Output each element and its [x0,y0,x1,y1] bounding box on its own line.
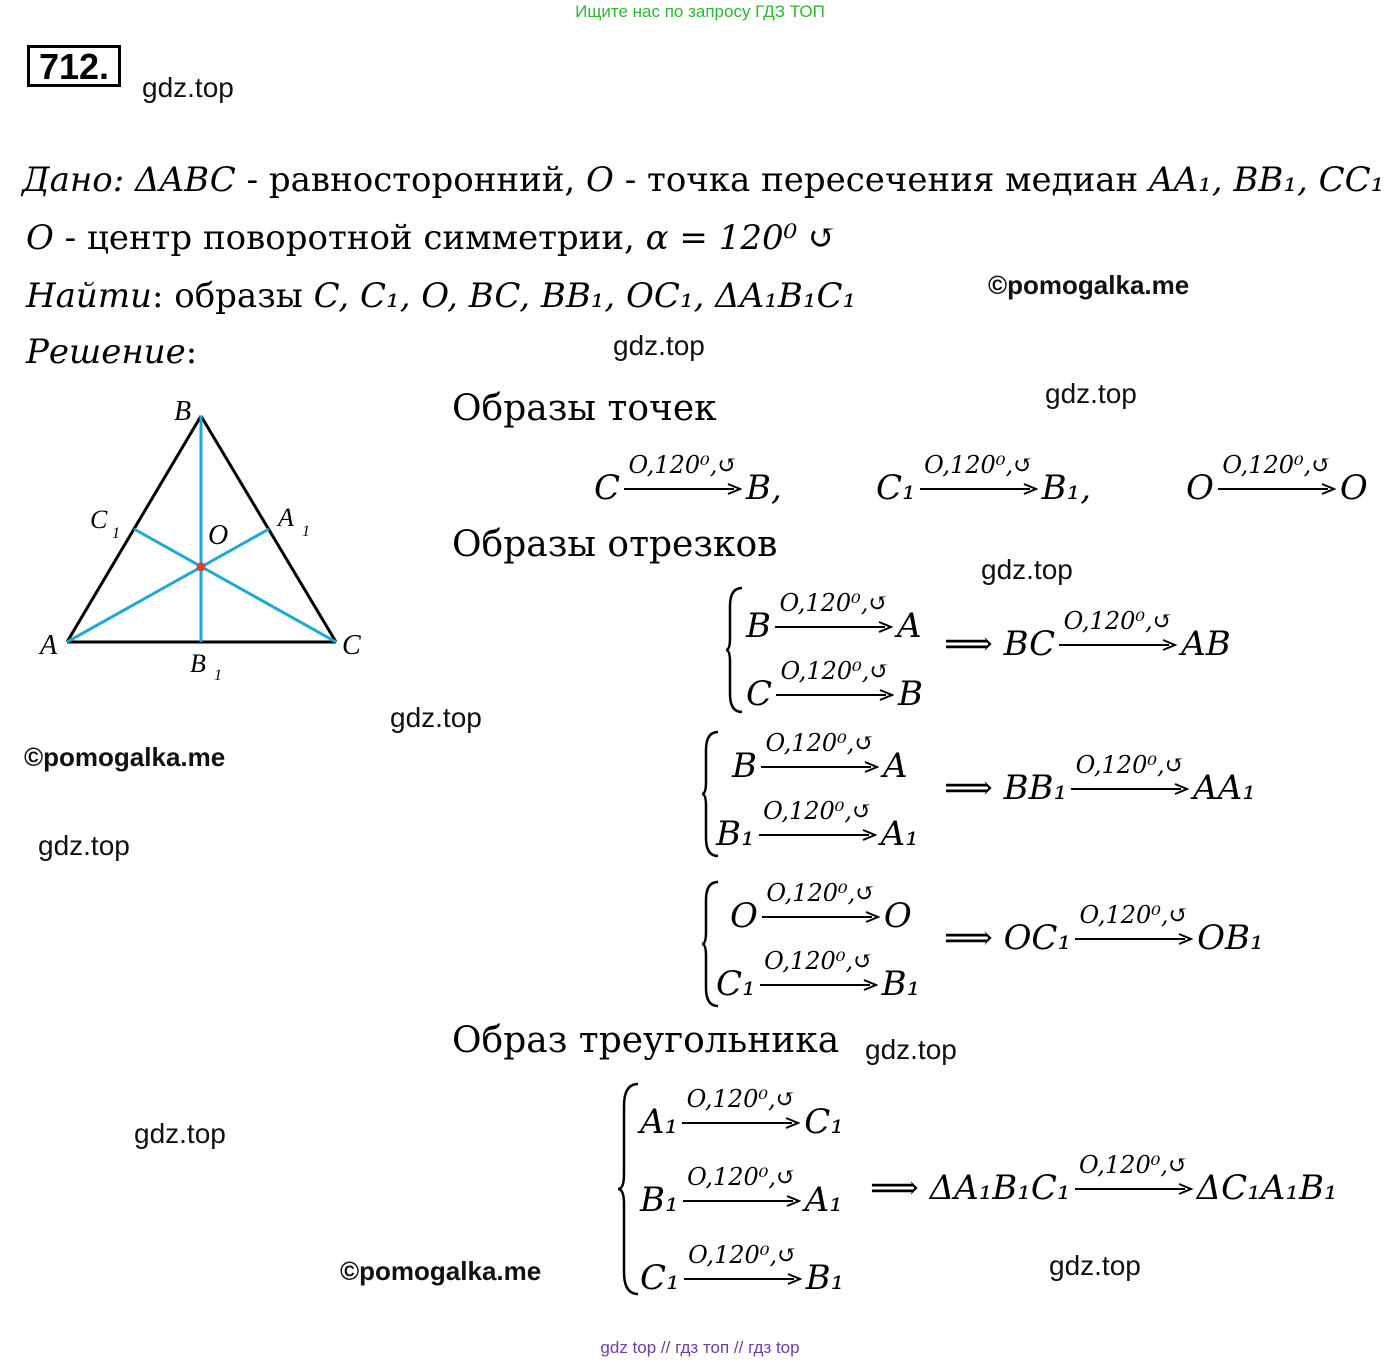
rotation-arrow [624,451,742,507]
watermark-pomogalka: ©pomogalka.me [988,270,1190,300]
map-to: B₁ [881,964,921,1004]
given-text1: - равносторонний, [235,160,587,200]
map-from: C₁ [716,964,756,1004]
rotation-arrow [776,657,894,713]
point-to: O [1339,468,1368,508]
result-from: BC [1003,624,1056,664]
watermark-gdz: gdz.top [142,72,234,103]
find-items: C, C₁, O, BC, BB₁, OC₁, ΔA₁B₁C₁ [313,276,857,316]
arrow-label: O,120⁰,↺ [766,879,876,907]
footer-links[interactable]: gdz top // гдз топ // гдз top [600,1338,800,1357]
triangle-system-line [640,1163,843,1220]
center-point [197,563,206,572]
center-text: - центр поворотной симметрии, [53,218,646,258]
rotation-arrow [761,729,879,785]
rotation-arrow [1071,751,1189,807]
arrow-label: O,120⁰,↺ [688,1241,798,1269]
arrow-label: O,120⁰,↺ [764,947,874,975]
map-to: A₁ [880,814,919,854]
point-to: B₁, [1041,468,1092,508]
map-from: C [746,674,773,714]
map-to: O [883,896,912,936]
segment-result [944,607,1231,664]
arrow-label: O,120⁰,↺ [780,657,890,685]
point-from: C₁ [876,468,916,508]
label-o: O [208,520,229,551]
segment-result [944,901,1264,958]
rotation-arrow [760,947,878,1003]
implies-sign: ⟹ [944,918,993,958]
arrow-label: O,120⁰,↺ [763,797,873,825]
map-to: C₁ [804,1102,844,1142]
label-b1: B [190,649,206,678]
find-text: : образы [151,276,314,316]
label-b1-sub: 1 [214,667,222,684]
implies-sign: ⟹ [944,768,993,808]
given-line [22,160,1384,200]
rotation-arrow [775,589,893,645]
watermark-gdz: gdz.top [981,554,1073,585]
rotation-arrow [920,451,1038,507]
rotation-arrow [683,1163,801,1219]
median-aa1 [67,529,269,642]
center-o: O [26,218,54,258]
label-b: B [174,396,192,427]
watermark-gdz: gdz.top [134,1118,226,1149]
system-brace [616,1082,640,1296]
point-image-row [594,451,782,508]
rotation-arrow [682,1085,800,1141]
map-to: A [883,746,908,786]
triangle-figure [30,388,380,688]
watermark-gdz: gdz.top [1049,1250,1141,1281]
arrow-label: O,120⁰,↺ [1222,451,1332,479]
map-from: A₁ [640,1102,679,1142]
arrow-label: O,120⁰,↺ [628,451,738,479]
label-c: C [342,630,361,661]
watermark-gdz: gdz.top [38,830,130,861]
triangle-system-line [640,1085,844,1142]
result-from: OC₁ [1003,918,1072,958]
result-to: AA₁ [1193,768,1256,808]
label-a1-sub: 1 [302,523,310,540]
center-line [26,218,837,258]
point-to: B, [746,468,782,508]
rotation-arrow [1075,1151,1193,1207]
system-brace [724,586,744,714]
map-to: A₁ [804,1180,843,1220]
arrow-label: O,120⁰,↺ [1079,901,1189,929]
watermark-gdz: gdz.top [613,330,705,361]
map-from: B [746,606,771,646]
given-label: Дано [22,160,113,200]
point-image-row [876,451,1092,508]
point-from: C [594,468,621,508]
watermark-pomogalka: ©pomogalka.me [340,1256,542,1286]
point-from: O [1186,468,1214,508]
result-to: OB₁ [1197,918,1264,958]
problem-number: 712. [27,45,121,87]
watermark-gdz: gdz.top [390,702,482,733]
rotation-arrow [762,879,880,935]
rotation-arrow [1218,451,1336,507]
arrow-label: O,120⁰,↺ [924,451,1034,479]
arrow-label: O,120⁰,↺ [1063,607,1173,635]
solution-line [26,332,197,372]
given-o: O [586,160,614,200]
result-from: BB₁ [1003,768,1068,808]
map-from: O [730,896,758,936]
rotation-arrow [684,1241,802,1297]
segment-system-line [716,879,912,936]
label-a: A [40,630,58,661]
find-label: Найти [26,276,152,316]
map-to: B [898,674,924,714]
arrow-label: O,120⁰,↺ [779,589,889,617]
result-to: ΔC₁A₁B₁ [1196,1168,1338,1208]
rotation-arrow [759,797,877,853]
segment-system-line [716,947,921,1004]
map-from: B [732,746,757,786]
solution-colon: : [185,332,198,372]
result-from: ΔA₁B₁C₁ [929,1168,1071,1208]
section-triangle-heading: Образ треугольника [452,1020,840,1061]
map-to: B₁ [805,1258,845,1298]
segment-system-line [716,729,908,786]
given-text2: - точка пересечения медиан [613,160,1150,200]
center-alpha: α = 120⁰ ↺ [645,218,837,258]
arrow-label: O,120⁰,↺ [765,729,875,757]
find-line [26,276,856,316]
label-a1: A [278,503,294,532]
watermark-gdz: gdz.top [865,1034,957,1065]
section-points-heading: Образы точек [452,388,717,429]
segment-system-line [746,589,922,646]
result-to: AB [1181,624,1231,664]
median-cc1 [134,529,336,642]
arrow-label: O,120⁰,↺ [1075,751,1185,779]
arrow-label: O,120⁰,↺ [687,1163,797,1191]
solution-label: Решение [26,332,186,372]
arrow-label: O,120⁰,↺ [1079,1151,1189,1179]
rotation-arrow [1059,607,1177,663]
watermark-gdz: gdz.top [1045,378,1137,409]
label-c1-sub: 1 [112,525,120,542]
implies-sign: ⟹ [870,1168,919,1208]
given-medians: AA₁, BB₁, CC₁ [1149,160,1385,200]
triangle-result [870,1151,1338,1208]
map-from: B₁ [640,1180,679,1220]
arrow-label: O,120⁰,↺ [686,1085,796,1113]
label-c1: C [90,505,108,534]
triangle-system-line [640,1241,845,1298]
map-to: A [897,606,922,646]
implies-sign: ⟹ [944,624,993,664]
map-from: B₁ [716,814,755,854]
segment-system-line [716,797,919,854]
point-image-row [1186,451,1368,508]
segment-system-line [746,657,924,714]
map-from: C₁ [640,1258,680,1298]
segment-result [944,751,1256,808]
given-intro: : ΔABC [112,160,236,200]
watermark-pomogalka: ©pomogalka.me [24,742,226,772]
section-segments-heading: Образы отрезков [452,524,778,565]
rotation-arrow [1075,901,1193,957]
search-hint[interactable]: Ищите нас по запросу ГДЗ ТОП [575,2,825,21]
